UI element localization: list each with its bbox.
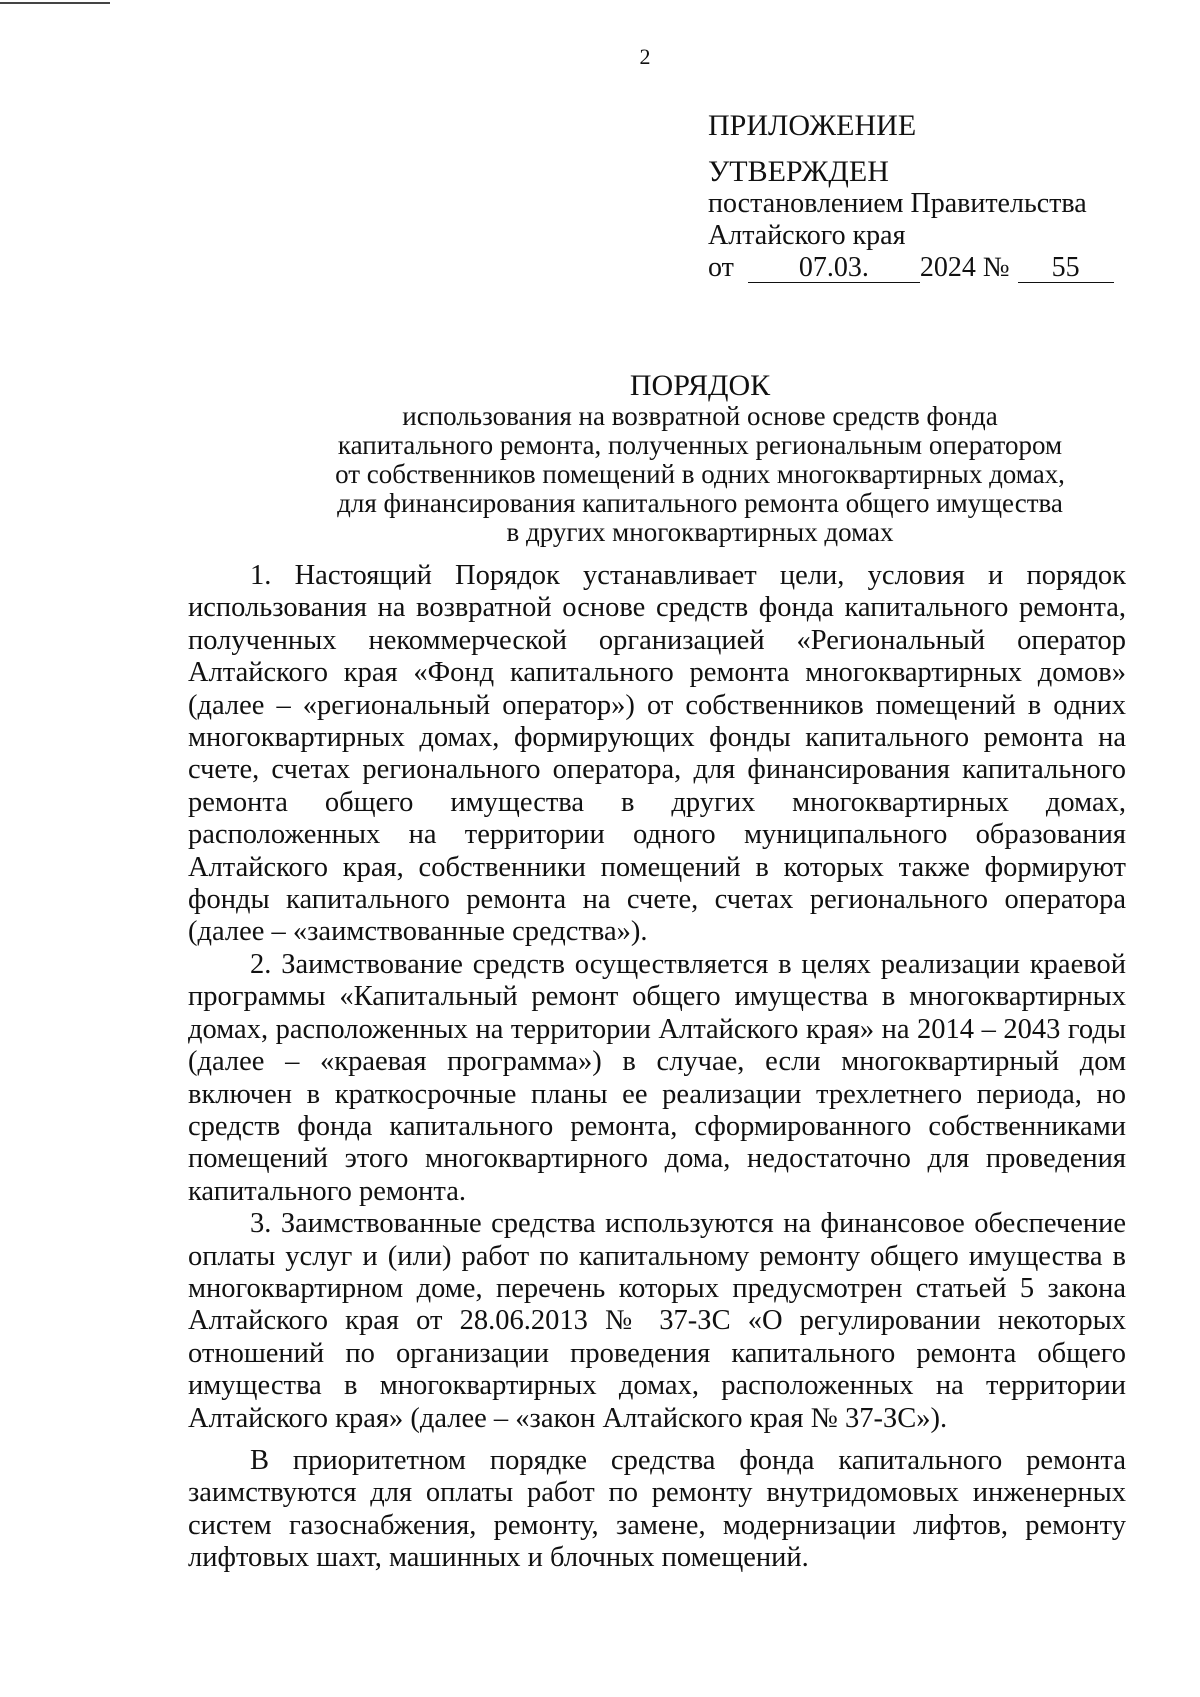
- approved-by-line: постановлением Правительства: [708, 188, 1087, 219]
- document-body: [188, 560, 1126, 1575]
- title-main: ПОРЯДОК: [629, 369, 771, 402]
- scan-corner-mark: [0, 2, 110, 4]
- from-label: от: [708, 252, 734, 283]
- page-number: 2: [639, 44, 651, 69]
- title-line: от собственников помещений в одних многоквартирных домах,: [335, 459, 1065, 489]
- title-line: для финансирования капитального ремонта общего имущества: [337, 488, 1063, 518]
- title-line: капитального ремонта, полученных региональным оператором: [337, 430, 1063, 460]
- approval-date: 07.03.: [748, 254, 920, 283]
- year-number-label: 2024 №: [919, 252, 1010, 283]
- approved-region-line: Алтайского края: [708, 220, 906, 251]
- paragraph-1: 1. Настоящий Порядок устанавливает цели, условия и порядок использования на возвратной основе средств фонда капитального ремонта, полученных некоммерческой организацией «Региональный оператор Алтайского края «Фонд капитального ремонта многоквартирных домов» (далее – «региональный оператор») от собственников помещений в одних многоквартирных домах, формирующих фонды капитального ремонта на счете, счетах регионального оператора, для финансирования капитального ремонта общего имущества в других многоквартирных домах, расположенных на территории одного муниципального образования Алтайского края, собственники помещений в которых также формируют фонды капитального ремонта на счете, счетах регионального оператора (далее – «заимствованные средства»).: [188, 560, 1126, 948]
- appendix-block: [708, 110, 1148, 284]
- approved-label: УТВЕРЖДЕН: [708, 155, 889, 188]
- paragraph-2: 2. Заимствование средств осуществляется в целях реализации краевой программы «Капитальный ремонт общего имущества в многоквартирных домах, расположенных на территории Алтайского края» на 2014 – 2043 годы (далее – «краевая программа») в случае, если многоквартирный дом включен в краткосрочные планы ее реализации трехлетнего периода, но средств фонда капитального ремонта, сформированного собственниками помещений этого многоквартирного дома, недостаточно для проведения капитального ремонта.: [188, 948, 1126, 1207]
- resolution-number: 55: [1018, 254, 1114, 283]
- document-title: [200, 370, 1200, 547]
- approval-date-line: [708, 252, 1148, 284]
- title-line: в других многоквартирных домах: [506, 517, 894, 547]
- title-line: использования на возвратной основе средств фонда: [402, 401, 998, 431]
- paragraph-4: В приоритетном порядке средства фонда капитального ремонта заимствуются для оплаты работ по ремонту внутридомовых инженерных систем газоснабжения, ремонту, замене, модернизации лифтов, ремонту лифтовых шахт, машинных и блочных помещений.: [188, 1444, 1126, 1574]
- appendix-label: ПРИЛОЖЕНИЕ: [708, 109, 917, 142]
- paragraph-3: 3. Заимствованные средства используются на финансовое обеспечение оплаты услуг и (или) работ по капитальному ремонту общего имущества в многоквартирном доме, перечень которых предусмотрен статьей 5 закона Алтайского края от 28.06.2013 № 37-ЗС «О регулировании некоторых отношений по организации проведения капитального ремонта общего имущества в многоквартирных домах, расположенных на территории Алтайского края» (далее – «закон Алтайского края № 37-ЗС»).: [188, 1208, 1126, 1434]
